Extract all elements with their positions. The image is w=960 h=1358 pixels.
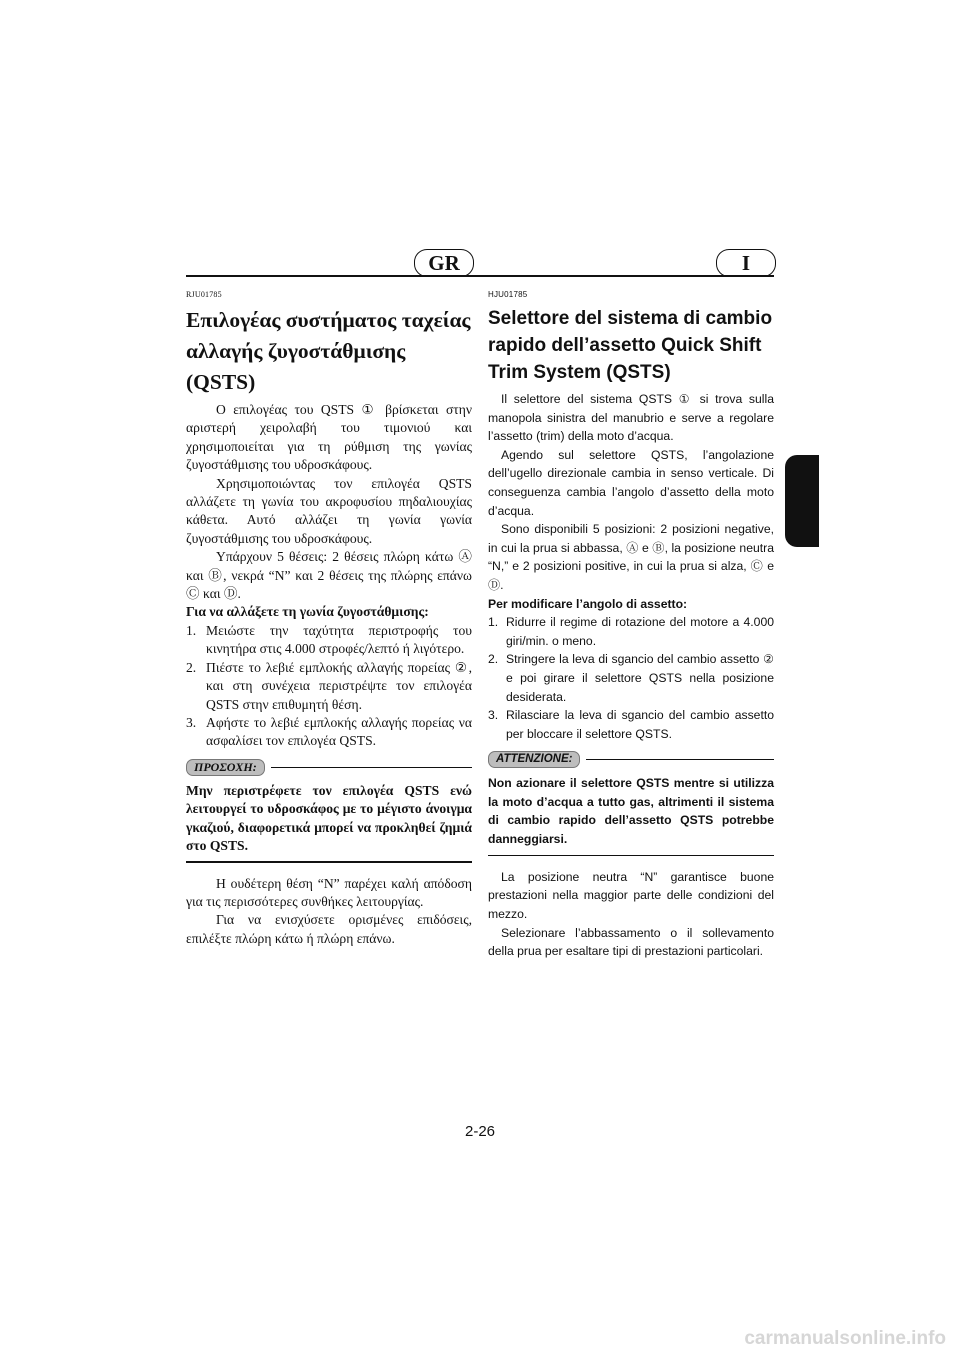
caution-label: ATTENZIONE:	[488, 751, 580, 768]
step-number: 1.	[488, 615, 499, 630]
procedure-steps	[488, 613, 774, 743]
paragraph-2: Χρησιμοποιώντας τον επιλογέα QSTS αλλάζετε τη γωνία του ακροφυσίου πηδαλιουχίας κάθετα. Αυτό αλλάζει τη γωνία γωνία ζυγοστάθμισης του υδροσκάφους.	[186, 475, 472, 546]
caution-header	[488, 751, 774, 768]
language-badge-greek: GR	[414, 249, 474, 277]
section-title	[488, 305, 774, 386]
italian-column	[488, 290, 774, 961]
step-text: Rilasciare la leva di sgancio del cambio assetto per bloccare il selettore QSTS.	[506, 708, 774, 741]
paragraph-5: Για να ενισχύσετε ορισμένες επιδόσεις, επιλέξτε πλώρη κάτω ή πλώρη επάνω.	[186, 912, 472, 946]
paragraph-3: Υπάρχουν 5 θέσεις: 2 θέσεις πλώρη κάτω Ⓐ και Ⓑ, νεκρά “N” και 2 θέσεις της πλώρης επάνω Ⓒ και Ⓓ.	[186, 549, 472, 602]
list-item	[488, 613, 774, 650]
caution-rule	[586, 759, 774, 760]
procedure-heading: Για να αλλάξετε τη γωνία ζυγοστάθμισης:	[186, 604, 429, 620]
step-text: Ridurre il regime di rotazione del motore a 4.000 giri/min. o meno.	[506, 615, 774, 648]
step-number: 3.	[488, 708, 499, 723]
procedure-heading: Per modificare l’angolo di assetto:	[488, 596, 688, 611]
paragraph-1: Il selettore del sistema QSTS ① si trova sulla manopola sinistra del manubrio e serve a regolare l’assetto (trim) della moto d’acqua.	[488, 392, 774, 444]
paragraph-5: Selezionare l’abbassamento o il sollevamento della prua per esaltare tipi di prestazioni particolari.	[488, 925, 774, 959]
list-item	[186, 714, 472, 751]
watermark: carmanualsonline.info	[744, 1328, 946, 1349]
step-number: 1.	[186, 622, 197, 638]
greek-column	[186, 290, 472, 948]
paragraph-4: Η ουδέτερη θέση “N” παρέχει καλή απόδοση για τις περισσότερες συνθήκες λειτουργίας.	[186, 875, 472, 909]
paragraph-3: Sono disponibili 5 posizioni: 2 posizioni negative, in cui la prua si abbassa, Ⓐ e Ⓑ, la posizione neutra “N,” e 2 posizioni positive, in cui la prua si alza, Ⓒ e Ⓓ.	[488, 522, 774, 592]
caution-rule	[271, 767, 472, 768]
header-rule	[186, 275, 774, 277]
title-line-2: rapido dell’assetto Quick Shift	[488, 335, 762, 356]
section-code: HJU01785	[488, 290, 528, 299]
step-number: 2.	[186, 659, 197, 675]
step-text: Πιέστε το λεβιέ εμπλοκής αλλαγής πορείας ②, και στη συνέχεια περιστρέψτε τον επιλογέα QSTS στην επιθυμητή θέση.	[206, 659, 472, 712]
paragraph-1: Ο επιλογέας του QSTS ① βρίσκεται στην αριστερή χειρολαβή του τιμονιού και χρησιμοποιείται για τη ρύθμιση της γωνίας ζυγοστάθμισης του υδροσκάφους.	[186, 402, 472, 473]
caution-label: ΠΡΟΣΟΧΗ:	[186, 759, 265, 776]
title-line-3: Trim System (QSTS)	[488, 362, 671, 383]
caution-bottom-rule	[488, 855, 774, 856]
title-line-2: αλλαγής ζυγοστάθμισης (QSTS)	[186, 339, 406, 394]
chapter-tab	[785, 455, 819, 547]
section-code: RJU01785	[186, 290, 222, 299]
page-number: 2-26	[464, 1123, 496, 1140]
title-line-1: Επιλογέας συστήματος ταχείας	[186, 308, 471, 332]
title-line-1: Selettore del sistema di cambio	[488, 308, 773, 329]
paragraph-4: La posizione neutra “N” garantisce buone prestazioni nella maggior parte delle condizioni del mezzo.	[488, 869, 774, 922]
paragraph-2: Agendo sul selettore QSTS, l’angolazione dell’ugello direzionale cambia in senso verticale. Di conseguenza cambia l’angolo d’assetto della moto d’acqua.	[488, 447, 774, 518]
caution-bottom-rule	[186, 861, 472, 862]
step-text: Stringere la leva di sgancio del cambio assetto ② e poi girare il selettore QSTS nella posizione desiderata.	[506, 652, 774, 704]
procedure-steps	[186, 622, 472, 751]
step-text: Μειώστε την ταχύτητα περιστροφής του κινητήρα στις 4.000 στροφές/λεπτό ή λιγότερο.	[206, 622, 472, 657]
list-item	[488, 650, 774, 706]
section-title	[186, 305, 472, 398]
caution-text: Non azionare il selettore QSTS mentre si utilizza la moto d’acqua a tutto gas, altrimenti il sistema di cambio rapido dell’assetto QSTS potrebbe danneggiarsi.	[488, 776, 774, 847]
caution-text: Μην περιστρέφετε τον επιλογέα QSTS ενώ λειτουργεί το υδροσκάφος με το μέγιστο άνοιγμα γκαζιού, διαφορετικά μπορεί να προκληθεί ζημιά στο QSTS.	[186, 782, 472, 853]
list-item	[186, 659, 472, 714]
list-item	[488, 706, 774, 743]
step-number: 2.	[488, 652, 499, 667]
step-number: 3.	[186, 714, 197, 730]
language-badge-italian: I	[716, 249, 776, 277]
caution-header	[186, 759, 472, 776]
step-text: Αφήστε το λεβιέ εμπλοκής αλλαγής πορείας να ασφαλίσει τον επιλογέα QSTS.	[206, 714, 472, 749]
list-item	[186, 622, 472, 659]
